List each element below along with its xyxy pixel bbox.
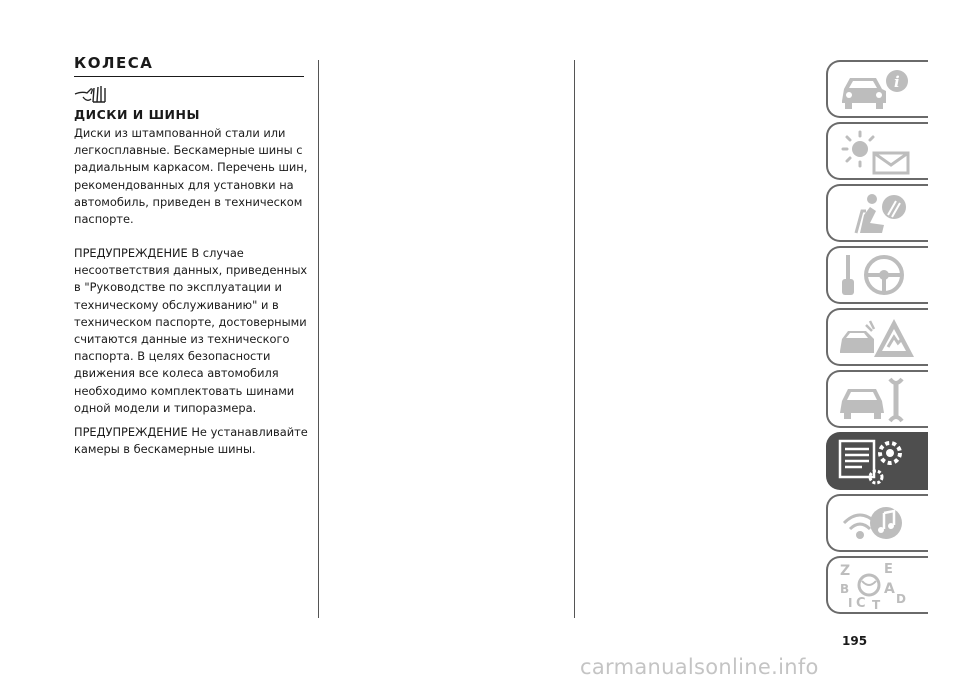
tab-getting-to-know-car[interactable] — [826, 60, 928, 118]
paragraph-warning-data: ПРЕДУПРЕЖДЕНИЕ В случае несоответствия данных, приведенных в "Руководстве по эксплуатации и техническому обслуживанию" и в техническом паспорте, достоверными считаются данные из технического паспорта. В целях безопасности движения все колеса автомобиля необходимо комплектовать шинами одной модели и типоразмера. — [74, 246, 308, 415]
subsection-title: ДИСКИ И ШИНЫ — [74, 107, 200, 122]
svg-text:i: i — [894, 73, 900, 91]
svg-text:A: A — [884, 581, 895, 597]
tab-safety[interactable] — [826, 184, 928, 242]
svg-text:E: E — [884, 562, 893, 577]
svg-text:C: C — [856, 596, 866, 611]
seat-airbag-icon — [836, 189, 916, 239]
multimedia-icon — [836, 499, 916, 549]
paragraph-wheels-description: Диски из штампованной стали или легкосплавные. Бескамерные шины с радиальным каркасом. Перечень шин, рекомендованных для установки на автомобиль, приведен в техническом паспорте. — [74, 126, 308, 227]
key-steering-wheel-icon — [836, 251, 916, 301]
car-maintenance-icon — [836, 375, 916, 425]
tab-instrument-panel[interactable] — [826, 122, 928, 180]
section-title: КОЛЕСА — [74, 54, 304, 77]
pointing-hand-icon — [74, 82, 108, 104]
svg-text:I: I — [848, 596, 853, 610]
technical-data-icon — [836, 437, 916, 487]
svg-text:D: D — [896, 592, 906, 606]
car-info-icon — [836, 65, 916, 115]
column-divider-left — [318, 60, 319, 618]
tab-emergency[interactable] — [826, 308, 928, 366]
page-number: 195 — [842, 634, 868, 648]
tab-index[interactable] — [826, 556, 928, 614]
tab-starting-driving[interactable] — [826, 246, 928, 304]
svg-text:Z: Z — [840, 563, 851, 579]
paragraph-warning-tubes: ПРЕДУПРЕЖДЕНИЕ Не устанавливайте камеры в бескамерные шины. — [74, 425, 308, 457]
svg-text:B: B — [840, 582, 850, 596]
tab-servicing-care[interactable] — [826, 370, 928, 428]
alphabetical-index-icon — [836, 561, 916, 611]
emergency-triangle-icon — [836, 313, 916, 363]
column-divider-right — [574, 60, 575, 618]
tab-multimedia[interactable] — [826, 494, 928, 552]
tab-technical-data[interactable] — [826, 432, 928, 490]
lights-message-icon — [836, 127, 916, 177]
watermark: carmanualsonline.info — [580, 655, 819, 679]
svg-text:T: T — [872, 598, 881, 611]
